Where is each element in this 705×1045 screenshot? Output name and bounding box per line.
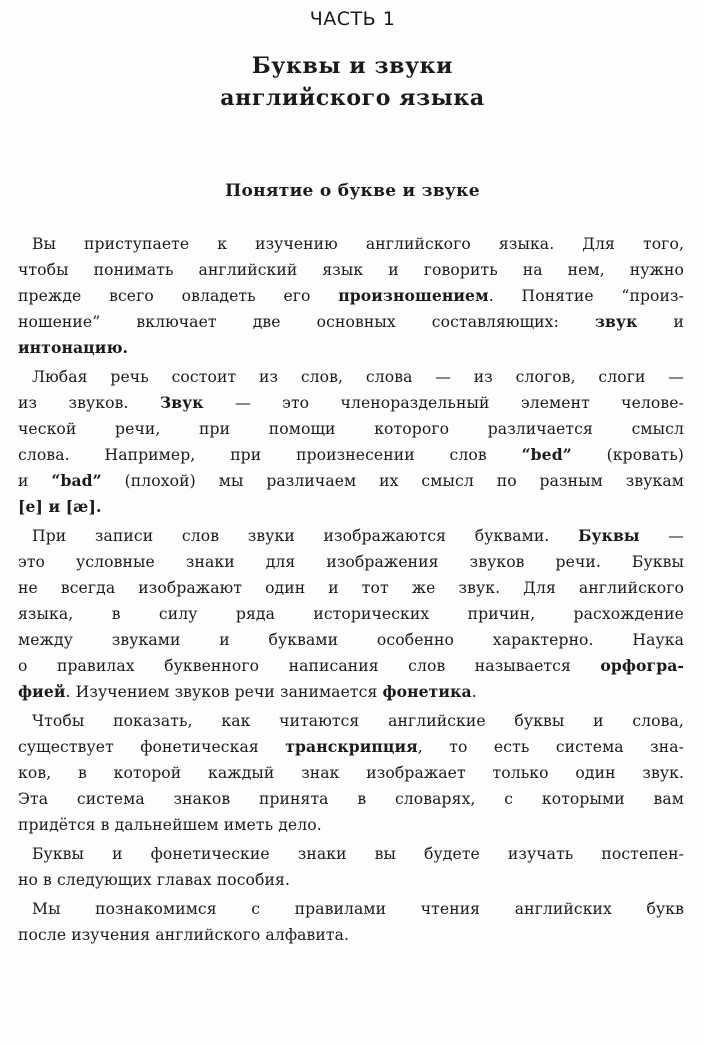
phonetic-symbols: [e] и [æ]. [18, 497, 102, 516]
paragraph-2 [18, 364, 684, 520]
term-intonation: интонацию. [18, 338, 129, 357]
term-pronunciation: произношением [338, 286, 489, 305]
term-sound-def: Звук [159, 393, 204, 412]
text-line: после изучения английского алфавита. [18, 926, 350, 944]
text-line: это условные знаки для изображения звуков речи. Буквы [18, 553, 684, 571]
term-orthography: орфогра- [600, 656, 684, 675]
paragraph-1 [18, 231, 684, 361]
text-line: существует фонетическая транскрипция, то есть система зна- [18, 737, 684, 756]
text-line: прежде всего овладеть его произношением. Понятие “произ- [18, 286, 684, 305]
text-line: не всегда изображают один и тот же звук. Для английского [18, 579, 684, 597]
text-line: слова. Например, при произнесении слов “bed” (кровать) [18, 445, 684, 464]
text-line: Буквы и фонетические знаки вы будете изучать постепен- [32, 845, 684, 863]
text-line: между звуками и буквами особенно характерно. Наука [18, 631, 684, 649]
term-phonetics: фонетика [382, 682, 472, 701]
text-line [18, 335, 684, 361]
text-line [18, 494, 684, 520]
term-letters: Буквы [578, 526, 640, 545]
text-line: из звуков. Звук — это членораздельный элемент челове- [18, 393, 684, 412]
example-bed: “bed” [521, 445, 572, 464]
example-bad: “bad” [51, 471, 102, 490]
text-line: но в следующих главах пособия. [18, 871, 291, 889]
section-title: Понятие о букве и звуке [225, 181, 480, 201]
part-label: ЧАСТЬ 1 [309, 8, 396, 30]
chapter-title-line-1: Буквы и звуки [251, 53, 454, 79]
text-line: о правилах буквенного написания слов называется орфогра- [18, 656, 684, 675]
text-line: Вы приступаете к изучению английского языка. Для того, [32, 235, 684, 253]
text-line: фией. Изучением звуков речи занимается фонетика. [18, 682, 477, 701]
text-line: При записи слов звуки изображаются буквами. Буквы — [32, 526, 684, 545]
term-sound: звук [595, 312, 638, 331]
paragraph-3 [18, 523, 684, 705]
paragraph-5 [18, 841, 684, 893]
term-orthography-end: фией [18, 682, 66, 701]
paragraph-6 [18, 896, 684, 948]
text-line: и “bad” (плохой) мы различаем их смысл по разным звукам [18, 471, 684, 490]
text-line: Эта система знаков принята в словарях, с которыми вам [18, 790, 684, 808]
chapter-title-line-2: английского языка [220, 85, 485, 111]
text-line: чтобы понимать английский язык и говорить на нем, нужно [18, 261, 684, 279]
text-line: Чтобы показать, как читаются английские буквы и слова, [32, 712, 684, 730]
text-line: ношение” включает две основных составляющих: звук и [18, 312, 684, 331]
chapter-title [0, 50, 705, 114]
text-line: Любая речь состоит из слов, слова — из слогов, слоги — [32, 368, 684, 386]
text-line: придётся в дальнейшем иметь дело. [18, 816, 322, 834]
text-line: ческой речи, при помощи которого различается смысл [18, 420, 684, 438]
text-line: Мы познакомимся с правилами чтения английских букв [32, 900, 684, 918]
text-line: языка, в силу ряда исторических причин, расхождение [18, 605, 684, 623]
term-transcription: транскрипция [285, 737, 418, 756]
text-line: ков, в которой каждый знак изображает только один звук. [18, 764, 684, 782]
body-text [18, 231, 684, 951]
paragraph-4 [18, 708, 684, 838]
